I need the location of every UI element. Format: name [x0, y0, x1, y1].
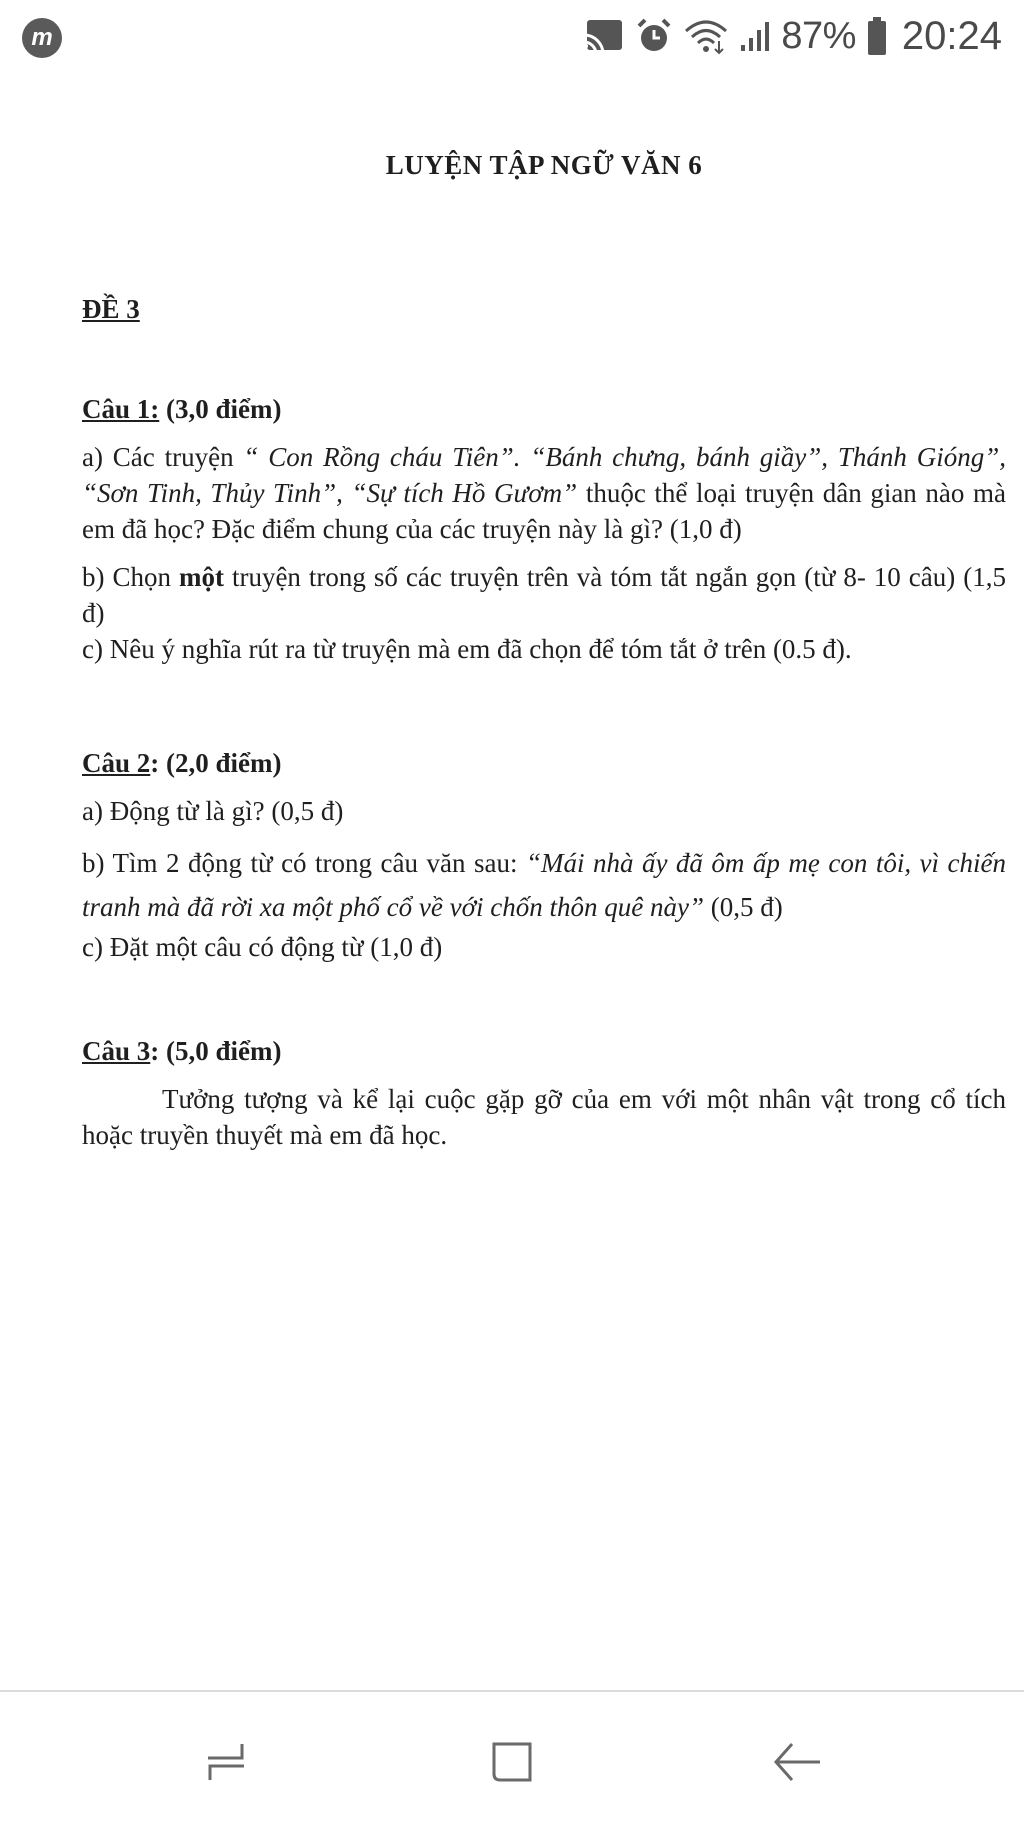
question-3-points: : (5,0 điểm) — [150, 1036, 282, 1066]
question-1a-prefix: a) Các truyện — [82, 442, 244, 472]
question-3 — [82, 1036, 1006, 1153]
question-2 — [82, 748, 1006, 965]
question-1b-suffix: truyện trong số các truyện trên và tóm tắt ngắn gọn (từ 8- 10 câu) (1,5 đ) — [82, 562, 1006, 628]
question-1b-prefix: b) Chọn — [82, 562, 179, 592]
back-arrow-icon — [768, 1732, 828, 1792]
home-icon — [482, 1732, 542, 1792]
question-1a — [82, 439, 1006, 547]
question-2a: a) Động từ là gì? (0,5 đ) — [82, 796, 344, 826]
back-button[interactable] — [758, 1722, 838, 1802]
question-2-heading — [82, 748, 1006, 779]
question-1b — [82, 559, 1006, 631]
app-notification-icon: m — [22, 18, 62, 58]
question-2b-quote: “Mái nhà ấy đã ôm ấp mẹ con tôi, vì chiến tranh mà đã rời xa một phố cổ về với chốn thôn quê này” — [82, 848, 1007, 922]
battery-percent: 87% — [781, 14, 856, 57]
status-bar — [0, 0, 1024, 72]
signal-icon — [739, 17, 771, 55]
clock: 20:24 — [901, 13, 1002, 58]
question-1a-suffix: thuộc thể loại truyện dân gian nào mà em đã học? Đặc điểm chung của các truyện này là gì? (1,0 đ) — [82, 478, 1007, 544]
navigation-bar — [0, 1690, 1024, 1822]
question-2-number: Câu 2 — [82, 748, 151, 778]
question-1b-emphasis: một — [178, 562, 224, 592]
question-1 — [82, 394, 1006, 667]
recent-apps-icon — [196, 1732, 256, 1792]
wifi-icon — [683, 17, 729, 55]
home-button[interactable] — [472, 1722, 552, 1802]
exam-label: ĐỀ 3 — [82, 294, 140, 324]
question-2b — [82, 841, 1006, 929]
status-indicators — [581, 10, 1002, 62]
question-2b-points: (0,5 đ) — [703, 892, 783, 922]
question-1-points: (3,0 điểm) — [159, 394, 282, 424]
alarm-icon — [635, 17, 673, 55]
question-2c: c) Đặt một câu có động từ (1,0 đ) — [82, 932, 443, 962]
question-2b-prefix: b) Tìm 2 động từ có trong câu văn sau: — [82, 848, 526, 878]
question-1-heading — [82, 394, 1006, 425]
question-3-heading — [82, 1036, 1006, 1067]
question-1c: c) Nêu ý nghĩa rút ra từ truyện mà em đã chọn để tóm tắt ở trên (0.5 đ). — [82, 634, 852, 664]
battery-icon — [866, 16, 888, 56]
document-title: LUYỆN TẬP NGỮ VĂN 6 — [385, 150, 703, 180]
question-3-body: Tưởng tượng và kể lại cuộc gặp gỡ của em với một nhân vật trong cổ tích hoặc truyền thuyết mà em đã học. — [82, 1084, 1006, 1150]
question-1a-story-list: “ Con Rồng cháu Tiên”. “Bánh chưng, bánh giầy”, Thánh Gióng”, “Sơn Tinh, Thủy Tinh”, “Sự tích Hồ Gươm” — [82, 442, 1006, 508]
question-3-number: Câu 3 — [82, 1036, 151, 1066]
cast-icon — [581, 17, 625, 55]
question-1-number: Câu 1: — [82, 394, 160, 424]
recent-apps-button[interactable] — [186, 1722, 266, 1802]
question-2-points: : (2,0 điểm) — [150, 748, 282, 778]
